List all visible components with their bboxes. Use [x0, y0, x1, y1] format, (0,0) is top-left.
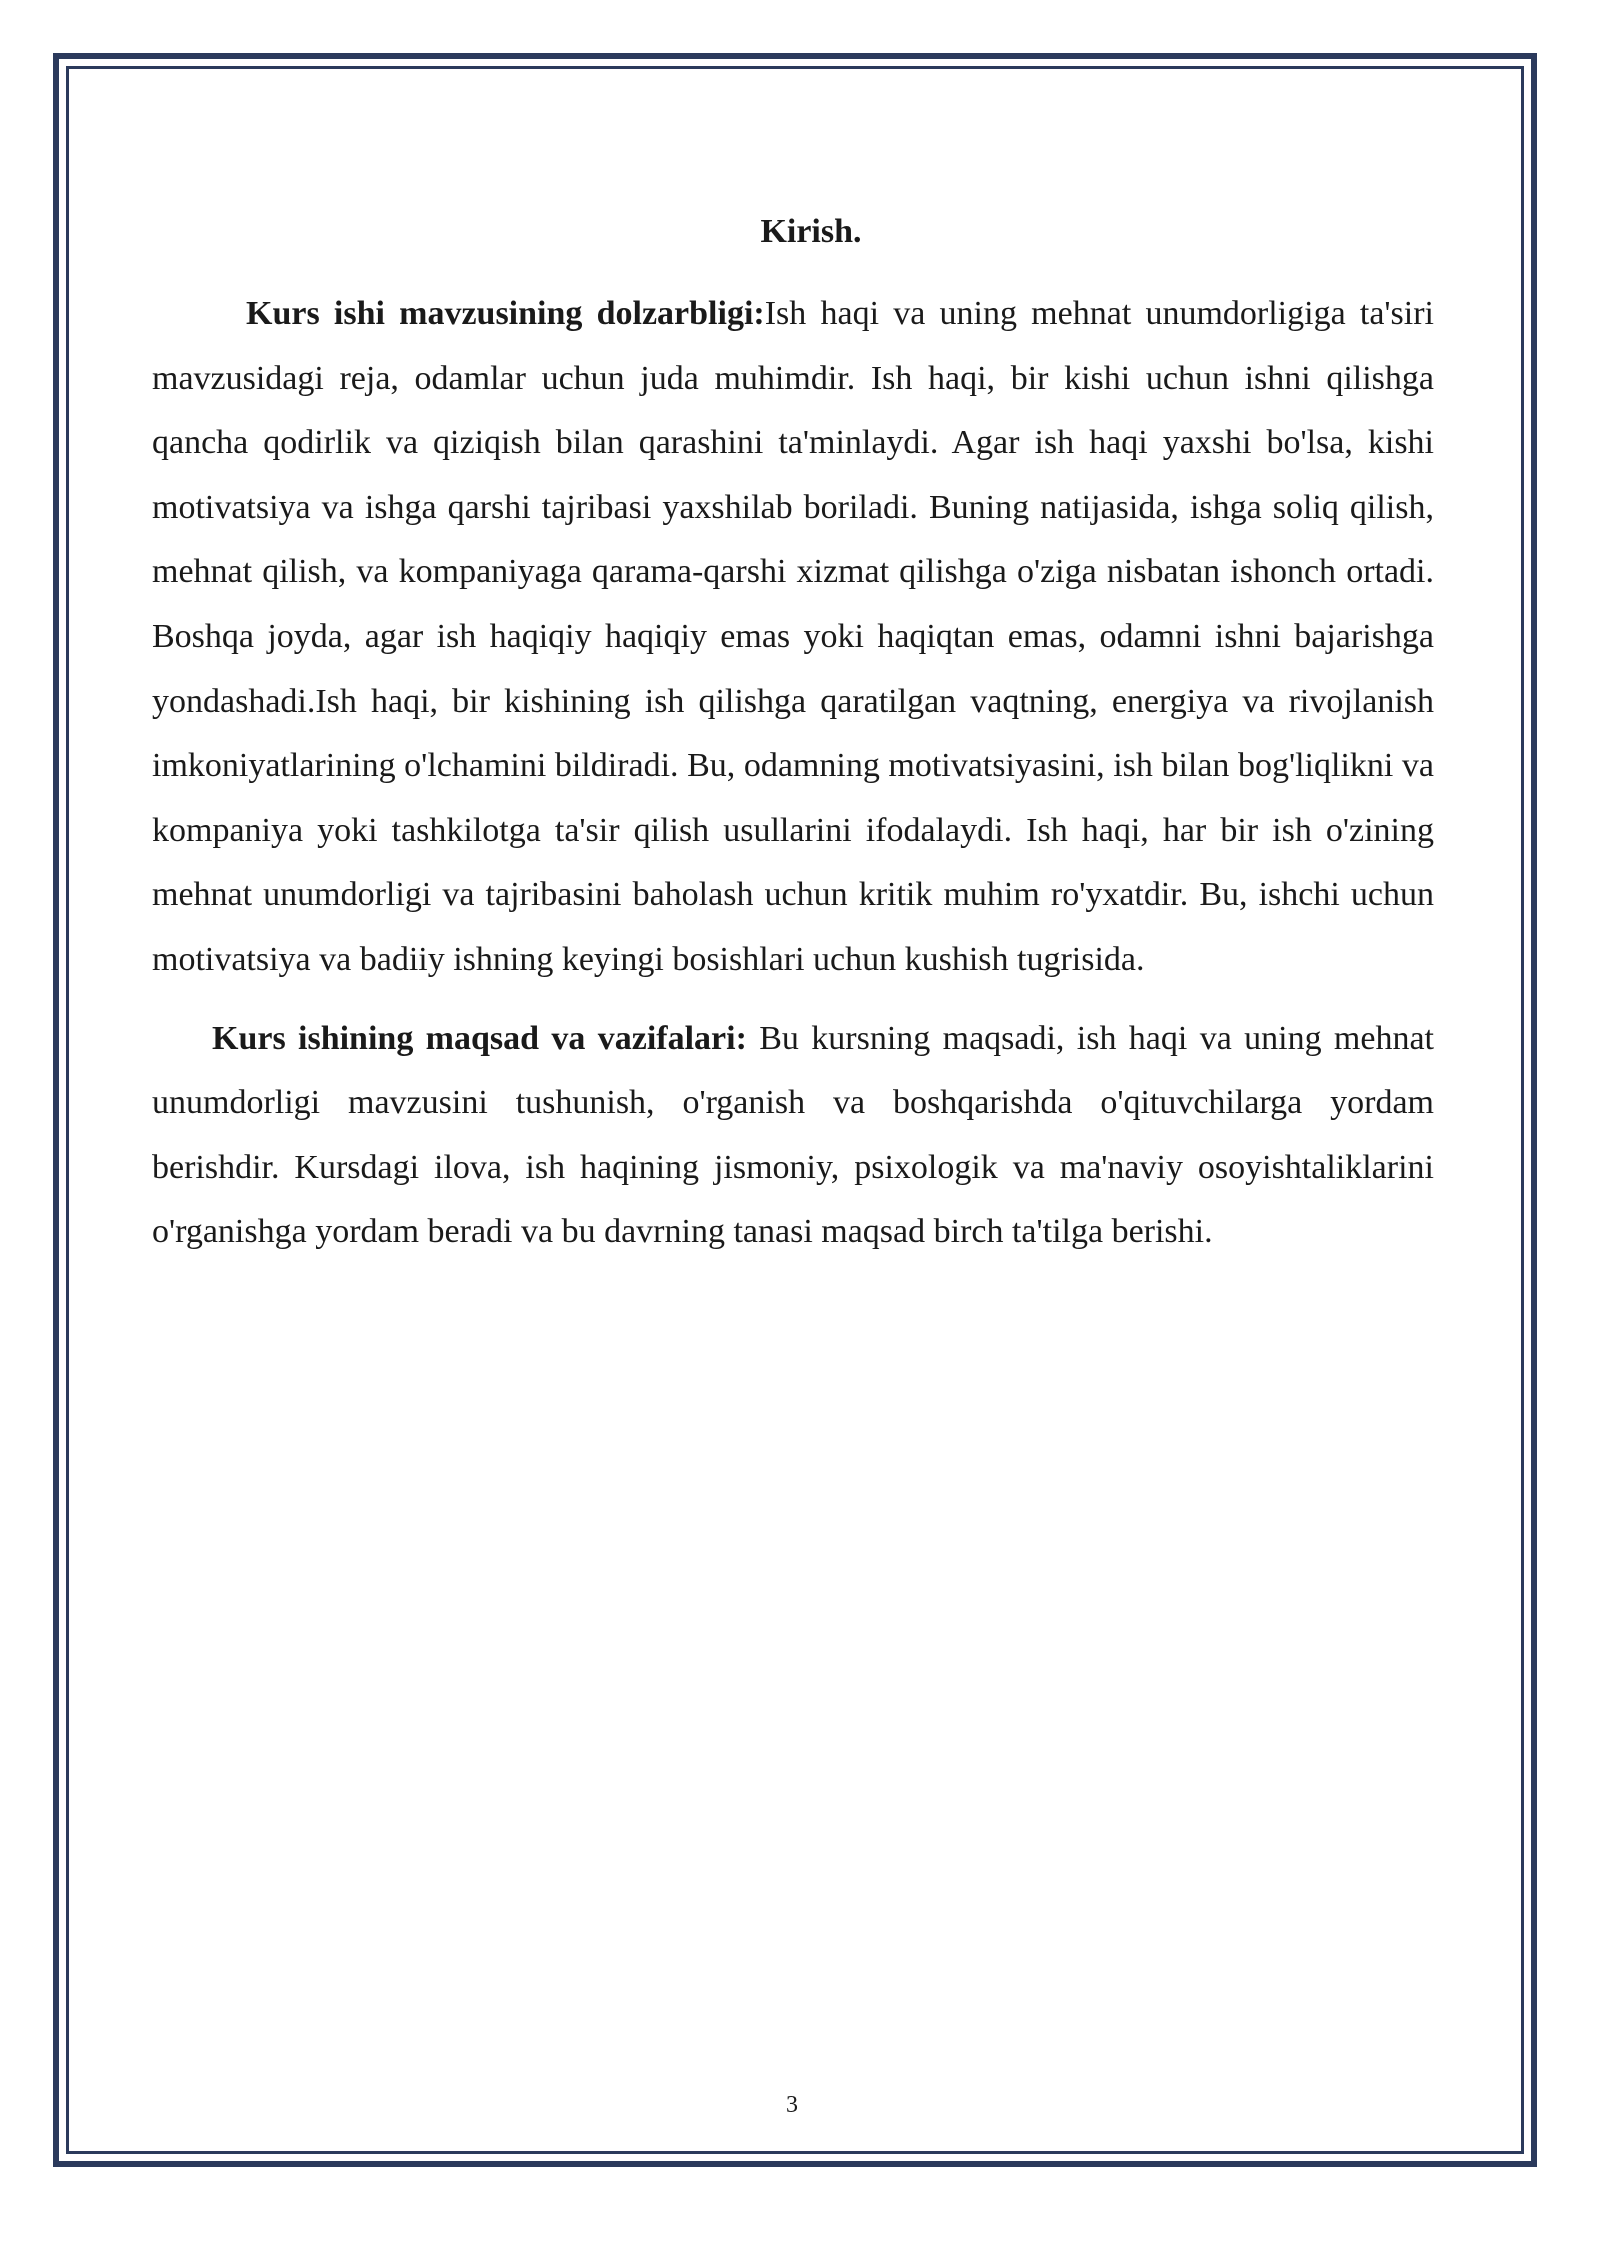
paragraph-relevance: [152, 282, 1434, 993]
paragraph-text: Ish haqi va uning mehnat unumdorligiga ta'siri mavzusidagi reja, odamlar uchun juda muhimdir. Ish haqi, bir kishi uchun ishni qilishga qancha qodirlik va qiziqish bilan qarashini ta'minlaydi. Agar ish haqi yaxshi bo'lsa, kishi motivatsiya va ishga qarshi tajribasi yaxshilab boriladi. Buning natijasida, ishga soliq qilish, mehnat qilish, va kompaniyaga qarama-qarshi xizmat qilishga o'ziga nisbatan ishonch ortadi. Boshqa joyda, agar ish haqiqiy haqiqiy emas yoki haqiqtan emas, odamni ishni bajarishga yondashadi.Ish haqi, bir kishining ish qilishga qaratilgan vaqtning, energiya va rivojlanish imkoniyatlarining o'lchamini bildiradi. Bu, odamning motivatsiyasini, ish bilan bog'liqlikni va kompaniya yoki tashkilotga ta'sir qilish usullarini ifodalaydi. Ish haqi, har bir ish o'zining mehnat unumdorligi va tajribasini baholash uchun kritik muhim ro'yxatdir. Bu, ishchi uchun motivatsiya va badiiy ishning keyingi bosishlari uchun kushish tugrisida.: [152, 295, 1434, 978]
document-body: [152, 200, 1434, 1279]
paragraph-goals: [152, 1007, 1434, 1265]
section-heading: Kirish.: [760, 213, 862, 250]
paragraph-lead: Kurs ishi mavzusining dolzarbligi:: [246, 295, 765, 332]
page-number: 3: [786, 2092, 798, 2118]
paragraph-text: Bu kursning maqsadi, ish haqi va uning mehnat unumdorligi mavzusini tushunish, o'rganish va boshqarishda o'qituvchilarga yordam berishdir. Kursdagi ilova, ish haqining jismoniy, psixologik va ma'naviy osoyishtaliklarini o'rganishga yordam beradi va bu davrning tanasi maqsad birch ta'tilga berishi.: [152, 1019, 1434, 1251]
paragraph-lead: Kurs ishining maqsad va vazifalari:: [212, 1019, 747, 1057]
